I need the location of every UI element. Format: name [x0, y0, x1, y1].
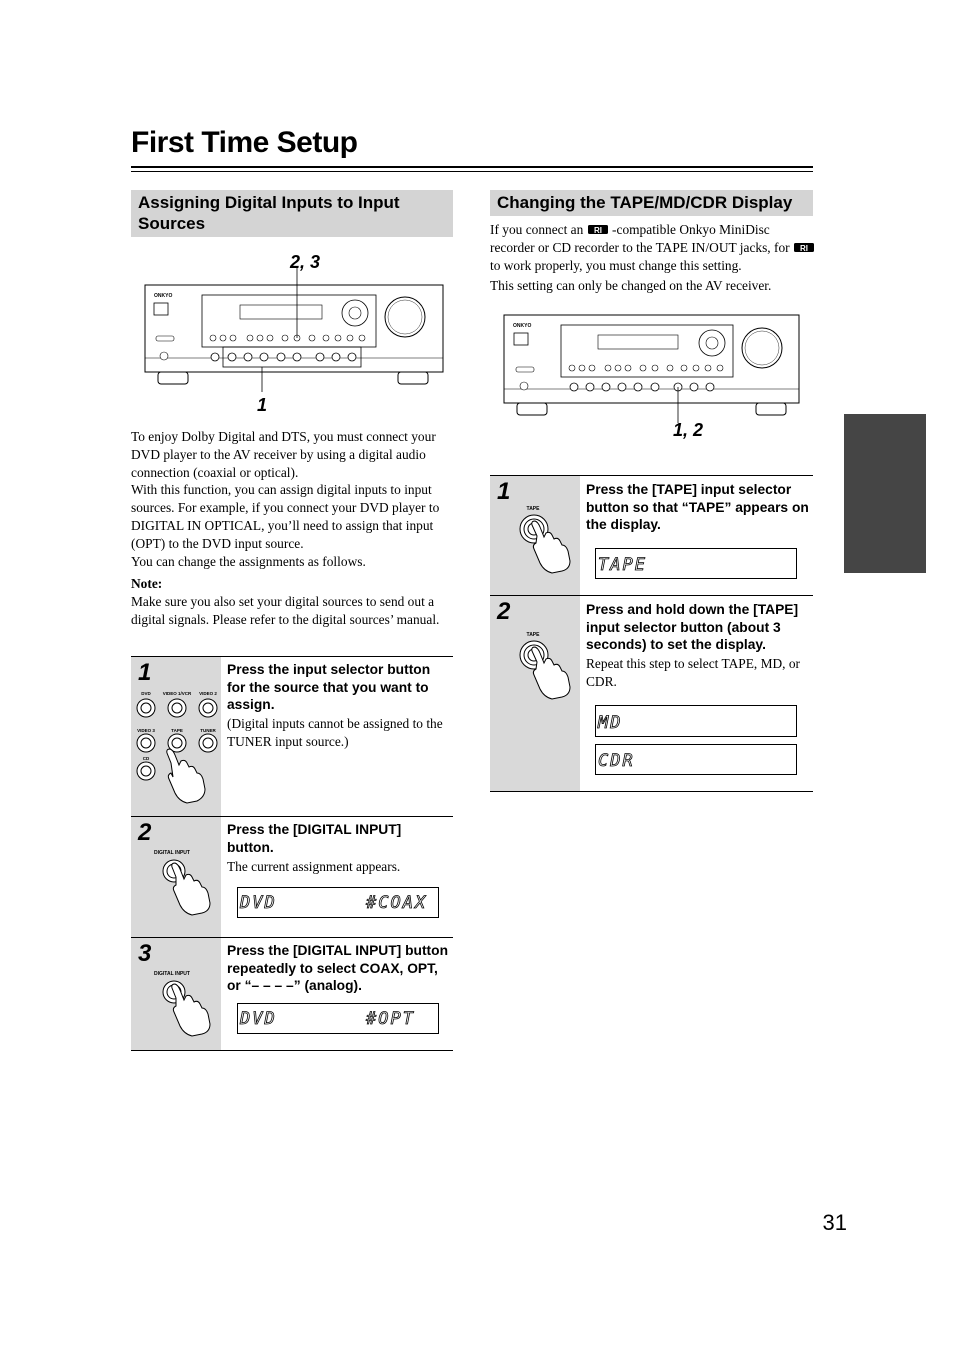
- title-rule: [131, 166, 813, 168]
- step-graphic-area: [490, 476, 580, 595]
- button-label-tape: TAPE: [171, 728, 183, 733]
- tape-button-illustration: [510, 504, 580, 576]
- display-assignment: #OPT: [366, 1009, 415, 1029]
- display-readout: [237, 887, 439, 918]
- input-selector-buttons-illustration: [133, 687, 221, 807]
- digital-input-button-label: DIGITAL INPUT: [154, 850, 190, 856]
- step-text: (Digital inputs cannot be assigned to the TUNER input source.): [227, 716, 443, 749]
- display-readout: [595, 548, 797, 579]
- callout-steps-2-3: 2, 3: [290, 252, 321, 272]
- svg-text:RI: RI: [799, 243, 808, 253]
- display-text: MD: [598, 713, 623, 733]
- callout-step-1: 1: [257, 395, 268, 415]
- step-number: 2: [138, 819, 152, 846]
- button-label-video3: VIDEO 3: [137, 728, 155, 733]
- step-number: 1: [497, 478, 511, 505]
- intro-paragraph-2: This setting can only be changed on the AV receiver.: [490, 278, 772, 294]
- receiver-front-panel-diagram: [500, 305, 805, 445]
- svg-text:RI: RI: [593, 226, 602, 235]
- intro-text-part-1: If you connect an: [490, 222, 584, 237]
- receiver-brand: ONKYO: [154, 293, 173, 299]
- right-step-2: [490, 595, 813, 792]
- button-label-video1: VIDEO 1/VCR: [162, 691, 192, 696]
- intro-paragraph-3: You can change the assignments as follows.: [131, 553, 366, 569]
- intro-paragraph-1: To enjoy Dolby Digital and DTS, you must connect your DVD player to the AV receiver by using a digital audio connection (coaxial or optical).: [131, 429, 436, 480]
- display-readout: [237, 1003, 439, 1034]
- step-graphic-area: [131, 817, 221, 937]
- section-heading-tape-display: Changing the TAPE/MD/CDR Display: [490, 190, 813, 216]
- intro-text: [131, 428, 454, 629]
- intro-text-part-2: -compatible Onkyo MiniDisc recorder or CD recorder to the TAPE IN/OUT jacks, for: [490, 222, 790, 255]
- tape-button-label: TAPE: [526, 506, 540, 512]
- display-readout-md: [595, 705, 797, 737]
- button-label-video2: VIDEO 2: [199, 691, 217, 696]
- left-step-3: [131, 937, 453, 1051]
- tape-button-illustration: [510, 630, 580, 702]
- receiver-front-panel-diagram: [140, 250, 450, 420]
- step-number: 3: [138, 940, 152, 967]
- button-label-tuner: TUNER: [200, 728, 216, 733]
- step-text: The current assignment appears.: [227, 859, 401, 874]
- step-title: Press the [TAPE] input selector button so that “TAPE” appears on the display.: [586, 482, 809, 532]
- button-label-dvd: DVD: [141, 691, 151, 696]
- step-title: Press the input selector button for the source that you want to assign.: [227, 662, 431, 712]
- display-text: CDR: [598, 751, 635, 771]
- intro-paragraph-2: With this function, you can assign digital inputs to input sources. For example, if you connect your DVD player to DIGITAL IN OPTICAL, you’ll need to assign that input (OPT) to the DVD input source.: [131, 482, 440, 551]
- left-step-1: [131, 656, 453, 816]
- callout-steps-1-2: 1, 2: [673, 420, 704, 440]
- digital-input-button-label: DIGITAL INPUT: [154, 971, 190, 977]
- display-assignment: #COAX: [366, 893, 428, 913]
- section-heading-digital-inputs: Assigning Digital Inputs to Input Sources: [131, 190, 453, 237]
- display-readout-cdr: [595, 744, 797, 775]
- page-number: 31: [822, 1210, 847, 1235]
- title-rule-thin: [131, 171, 813, 172]
- intro-text-part-3: to work properly, you must change this setting.: [490, 257, 742, 273]
- step-number: 1: [138, 659, 152, 686]
- button-label-cd: CD: [142, 756, 150, 761]
- step-title: Press the [DIGITAL INPUT] button repeatedly to select COAX, OPT, or “– – – –” (analog).: [227, 943, 449, 993]
- chapter-side-tab: [844, 414, 926, 573]
- display-text: TAPE: [598, 555, 647, 575]
- page-title: First Time Setup: [131, 126, 358, 159]
- step-graphic-area: [490, 596, 580, 791]
- note-label: Note:: [131, 576, 163, 592]
- left-step-2: [131, 816, 453, 937]
- digital-input-button-illustration: [146, 968, 216, 1038]
- display-source: DVD: [240, 893, 277, 913]
- digital-input-button-illustration: [146, 847, 216, 917]
- step-graphic-area: [131, 938, 221, 1050]
- tape-intro-text: [490, 221, 815, 295]
- display-source: DVD: [240, 1009, 277, 1029]
- step-title: Press and hold down the [TAPE] input selector button (about 3 seconds) to set the display.: [586, 602, 799, 652]
- note-text: Make sure you also set your digital sources to send out a digital signals. Please refer to the digital sources’ manual.: [131, 594, 440, 627]
- receiver-brand: ONKYO: [513, 323, 532, 329]
- step-number: 2: [497, 598, 511, 625]
- step-title: Press the [DIGITAL INPUT] button.: [227, 822, 402, 855]
- tape-button-label: TAPE: [526, 632, 540, 638]
- step-graphic-area: [131, 657, 221, 816]
- right-step-1: [490, 475, 813, 595]
- ri-logo-icon: [793, 242, 815, 253]
- ri-logo-icon: [587, 224, 609, 235]
- step-text: Repeat this step to select TAPE, MD, or CDR.: [586, 656, 801, 689]
